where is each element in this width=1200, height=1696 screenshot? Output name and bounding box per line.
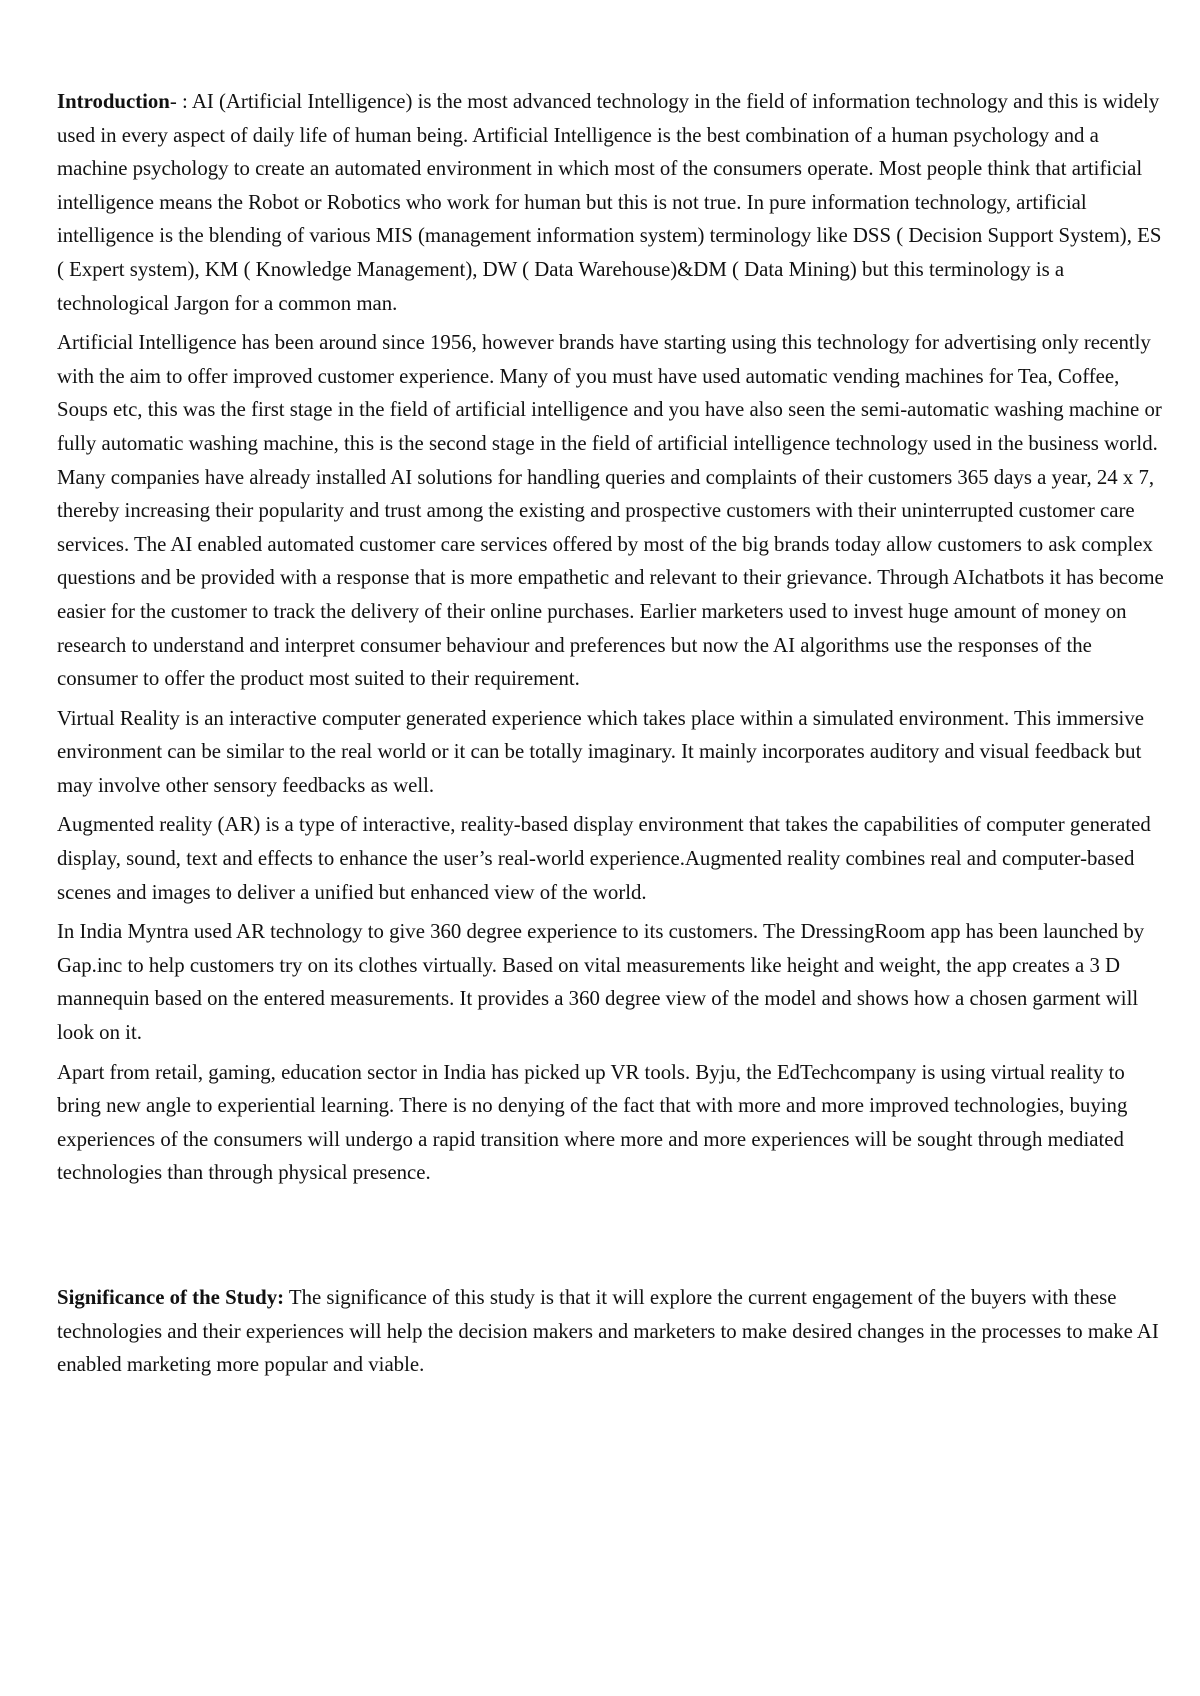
introduction-text: AI (Artificial Intelligence) is the most advanced technology in the field of information technology and this is widely used in every aspect of daily life of human being. Artificial Intelligence is the best combination of a human psychology and a machine psychology to create an automated environment in which most of the consumers operate. Most people think that artificial intelligence means the Robot or Robotics who work for human but this is not true. In pure information technology, artificial intelligence is the blending of various MIS (management information system) terminology like DSS ( Decision Support System), ES ( Expert system), KM ( Knowledge Management), DW ( Data Warehouse)&DM ( Data Mining) but this terminology is a technological Jargon for a common man. — [57, 90, 1162, 315]
paragraph-augmented-reality: Augmented reality (AR) is a type of interactive, reality-based display environment that takes the capabilities of computer generated display, sound, text and effects to enhance the user’s real-world experience.Augmented reality combines real and computer-based scenes and images to deliver a unified but enhanced view of the world. — [57, 813, 1151, 904]
introduction-paragraph — [57, 85, 1169, 320]
paragraph-vr-tools: Apart from retail, gaming, education sector in India has picked up VR tools. Byju, the EdTechcompany is using virtual reality to bring new angle to experiential learning. There is no denying of the fact that with more and more improved technologies, buying experiences of the consumers will undergo a rapid transition where more and more experiences will be sought through mediated technologies than through physical presence. — [57, 1060, 1128, 1185]
introduction-heading: Introduction — [57, 90, 170, 113]
significance-heading: Significance of the Study: — [57, 1286, 285, 1309]
section-spacer — [57, 1196, 1169, 1281]
paragraph-virtual-reality: Virtual Reality is an interactive computer generated experience which takes place within a simulated environment. This immersive environment can be similar to the real world or it can be totally imaginary. It mainly incorporates auditory and visual feedback but may involve other sensory feedbacks as well. — [57, 706, 1144, 797]
paragraph-ai-history: Artificial Intelligence has been around since 1956, however brands have starting using this technology for advertising only recently with the aim to offer improved customer experience. Many of you must have used automatic vending machines for Tea, Coffee, Soups etc, this was the first stage in the field of artificial intelligence and you have also seen the semi-automatic washing machine or fully automatic washing machine, this is the second stage in the field of artificial intelligence technology used in the business world. Many companies have already installed AI solutions for handling queries and complaints of their customers 365 days a year, 24 x 7, thereby increasing their popularity and trust among the existing and prospective customers with their uninterrupted customer care services. The AI enabled automated customer care services offered by most of the big brands today allow customers to ask complex questions and be provided with a response that is more empathetic and relevant to their grievance. Through AIchatbots it has become easier for the customer to track the delivery of their online purchases. Earlier marketers used to invest huge amount of money on research to understand and interpret consumer behaviour and preferences but now the AI algorithms use the responses of the consumer to offer the product most suited to their requirement. — [57, 331, 1164, 691]
document-page — [57, 85, 1169, 1388]
significance-text: The significance of this study is that it will explore the current engagement of the buyers with these technologies and their experiences will help the decision makers and marketers to make desired changes in the processes to make AI enabled marketing more popular and viable. — [57, 1286, 1159, 1377]
introduction-separator: - : — [169, 90, 192, 113]
significance-paragraph — [57, 1281, 1169, 1382]
paragraph-india-ar: In India Myntra used AR technology to give 360 degree experience to its customers. The DressingRoom app has been launched by Gap.inc to help customers try on its clothes virtually. Based on vital measurements like height and weight, the app creates a 3 D mannequin based on the entered measurements. It provides a 360 degree view of the model and shows how a chosen garment will look on it. — [57, 920, 1145, 1045]
